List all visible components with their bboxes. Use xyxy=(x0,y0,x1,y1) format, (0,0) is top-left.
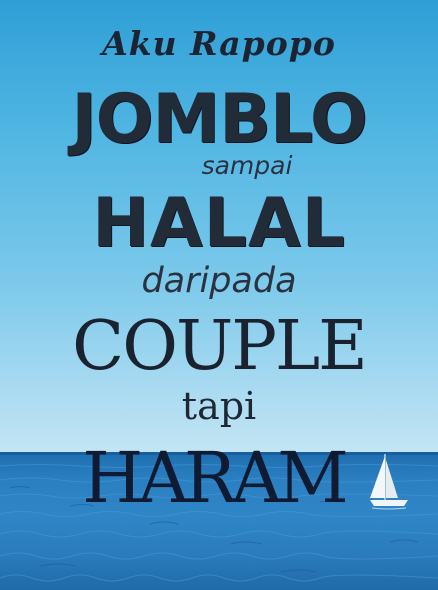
word-haram: HARAM xyxy=(82,437,344,519)
sailboat-icon xyxy=(364,450,414,514)
word-jomblo: JOMBLO xyxy=(71,80,367,159)
word-tapi: tapi xyxy=(181,384,257,428)
word-daripada: daripada xyxy=(141,261,297,301)
word-couple: COUPLE xyxy=(72,307,366,386)
word-halal: HALAL xyxy=(92,184,346,263)
headline-aku-rapopo: Aku Rapopo xyxy=(102,24,336,63)
word-sampai: sampai xyxy=(201,151,293,180)
